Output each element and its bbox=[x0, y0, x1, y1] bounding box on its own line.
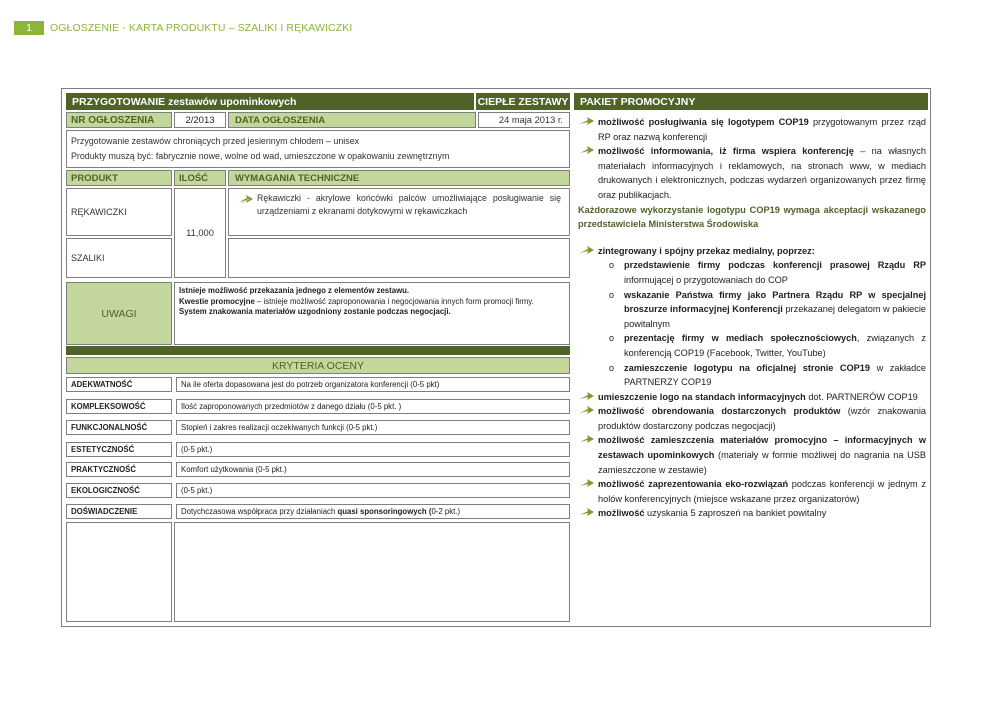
product-scarves: SZALIKI bbox=[66, 238, 172, 278]
criteria-row bbox=[66, 377, 570, 392]
arrow-bullet-icon bbox=[580, 434, 594, 444]
promo-subitem: o wskazanie Państwa firmy jako Partnera Rządu RP w specjalnej broszurze informacyjnej Konferencji przekazanej delegatom w pakiecie powitalnym bbox=[609, 289, 926, 329]
criteria-name: DOŚWIADCZENIE bbox=[66, 504, 172, 519]
promo-item: zintegrowany i spójny przekaz medialny, poprzez: bbox=[576, 244, 926, 259]
circle-bullet-icon: o bbox=[609, 362, 615, 373]
criteria-desc: Na ile oferta dopasowana jest do potrzeb organizatora konferencji (0-5 pkt) bbox=[176, 377, 570, 392]
criteria-name: FUNKCJONALNOŚĆ bbox=[66, 420, 172, 435]
promo-subitem: o przedstawienie firmy podczas konferencji prasowej Rządu RP informującej o przygotowaniach do COP bbox=[609, 260, 926, 285]
criteria-name: EKOLOGICZNOŚĆ bbox=[66, 483, 172, 498]
experience-pre: Dotychczasowa współpraca przy działaniach bbox=[181, 507, 336, 516]
nr-label: NR OGŁOSZENIA bbox=[66, 112, 172, 128]
arrow-bullet-icon bbox=[239, 194, 253, 204]
criteria-name: ESTETYCZNOŚĆ bbox=[66, 442, 172, 457]
date-label: DATA OGŁOSZENIA bbox=[228, 112, 476, 128]
note-3: System znakowania materiałów uzgodniony zostanie podczas negocjacji. bbox=[179, 307, 451, 316]
criteria-desc: Komfort użytkowania (0-5 pkt.) bbox=[176, 462, 570, 477]
col-quantity-header: ILOŚĆ bbox=[174, 170, 226, 186]
page-number: 1 bbox=[14, 21, 44, 35]
empty-cell-left bbox=[66, 522, 172, 622]
logo-approval-note: Każdorazowe wykorzystanie logotypu COP19 wymaga akceptacji wskazanego przedstawiciela Ministerstwa Środowiska bbox=[578, 204, 926, 230]
arrow-bullet-icon bbox=[580, 507, 594, 517]
prep-title-bold: PRZYGOTOWANIE bbox=[72, 95, 166, 108]
notes-label: UWAGI bbox=[66, 282, 172, 345]
requirement-gloves-text: Rękawiczki - akrylowe końcówki palców umożliwiające posługiwanie się urządzeniami z ekranami dotykowymi w rękawiczkach bbox=[257, 193, 561, 216]
criteria-title: KRYTERIA OCENY bbox=[66, 357, 570, 374]
arrow-bullet-icon bbox=[580, 116, 594, 126]
criteria-desc: Ilość zaproponowanych przedmiotów z danego działu (0-5 pkt. ) bbox=[176, 399, 570, 414]
prep-title-rest: zestawów upominkowych bbox=[168, 95, 297, 108]
promo-title-bar: PAKIET PROMOCYJNY bbox=[574, 93, 928, 110]
criteria-desc: (0-5 pkt.) bbox=[176, 483, 570, 498]
criteria-desc bbox=[176, 504, 570, 519]
criteria-row bbox=[66, 462, 570, 477]
criteria-desc: Stopień i zakres realizacji oczekiwanych funkcji (0-5 pkt.) bbox=[176, 420, 570, 435]
promo-item: możliwość obrendowania dostarczonych produktów (wzór znakowania produktów dostarczony podczas negocjacji) bbox=[576, 404, 926, 433]
description-box bbox=[66, 130, 570, 168]
col-product-header: PRODUKT bbox=[66, 170, 172, 186]
requirement-gloves bbox=[228, 188, 570, 236]
experience-post: 0-2 pkt.) bbox=[431, 507, 461, 516]
page-header bbox=[14, 21, 352, 35]
promo-item: możliwość posługiwania się logotypem COP19 przygotowanym przez rząd RP oraz nazwą konferencji bbox=[576, 115, 926, 144]
category-badge: CIEPŁE ZESTAWY bbox=[476, 93, 570, 110]
arrow-bullet-icon bbox=[580, 391, 594, 401]
product-card bbox=[61, 88, 931, 627]
criteria-row bbox=[66, 399, 570, 414]
description-line-1: Przygotowanie zestawów chroniących przed jesiennym chłodem – unisex bbox=[71, 136, 360, 146]
circle-bullet-icon: o bbox=[609, 260, 615, 271]
criteria-name: KOMPLEKSOWOŚĆ bbox=[66, 399, 172, 414]
note-2-bold: Kwestie promocyjne bbox=[179, 296, 255, 306]
promo-subitem: o zamieszczenie logotypu na oficjalnej stronie COP19 w zakładce PARTNERZY COP19 bbox=[609, 362, 926, 388]
criteria-name: PRAKTYCZNOŚĆ bbox=[66, 462, 172, 477]
empty-cell-right bbox=[174, 522, 570, 622]
promo-item: możliwość zamieszczenia materiałów promocyjno – informacyjnych w zestawach upominkowych (materiały w formie możliwej do nagrania na USB zamieszczone w zestawie) bbox=[576, 433, 926, 477]
promo-item: możliwość uzyskania 5 zaproszeń na bankiet powitalny bbox=[576, 506, 926, 521]
prep-title-bar bbox=[66, 93, 474, 110]
col-requirements-header: WYMAGANIA TECHNICZNE bbox=[228, 170, 570, 186]
criteria-row bbox=[66, 483, 570, 498]
document-title: OGŁOSZENIE - KARTA PRODUKTU – SZALIKI I RĘKAWICZKI bbox=[50, 22, 353, 34]
arrow-bullet-icon bbox=[580, 405, 594, 415]
note-1: Istnieje możliwość przekazania jednego z elementów zestawu. bbox=[179, 286, 410, 295]
notes-box bbox=[174, 282, 570, 345]
circle-bullet-icon: o bbox=[609, 289, 615, 300]
requirement-scarves bbox=[228, 238, 570, 278]
arrow-bullet-icon bbox=[580, 478, 594, 488]
quantity-value: 11,000 bbox=[174, 188, 226, 278]
promo-package bbox=[576, 115, 926, 521]
experience-bold: quasi sponsoringowych ( bbox=[337, 507, 432, 516]
circle-bullet-icon: o bbox=[609, 333, 615, 344]
promo-subitem: o prezentację firmy w mediach społecznościowych, związanych z konferencją COP19 (Facebook, Twitter, YouTube) bbox=[609, 333, 926, 358]
arrow-bullet-icon bbox=[580, 245, 594, 255]
criteria-divider bbox=[66, 346, 570, 355]
promo-item: możliwość informowania, iż firma wspiera konferencję – na własnych materiałach informacyjnych i reklamowych, na stronach www, w mediach drukowanych i elektronicznych, podczas wydarzeń organizowanych przez firmę oraz publikacjach. bbox=[576, 144, 926, 202]
description-line-2: Produkty muszą być: fabrycznie nowe, wolne od wad, umieszczone w opakowaniu zewnętrznym bbox=[71, 151, 450, 161]
criteria-row-experience bbox=[66, 504, 570, 519]
criteria-name: ADEKWATNOŚĆ bbox=[66, 377, 172, 392]
promo-item: możliwość zaprezentowania eko-rozwiązań podczas konferencji w jednym z holów konferencyjnych (miejsce wskazane przez organizatorów) bbox=[576, 477, 926, 506]
product-gloves: RĘKAWICZKI bbox=[66, 188, 172, 236]
nr-value: 2/2013 bbox=[174, 112, 226, 128]
date-value: 24 maja 2013 r. bbox=[478, 112, 570, 128]
criteria-row bbox=[66, 420, 570, 435]
note-2-rest: – istnieje możliwość zaproponowania i negocjowania innych form promocji firmy. bbox=[257, 296, 534, 306]
criteria-row bbox=[66, 442, 570, 457]
criteria-desc: (0-5 pkt.) bbox=[176, 442, 570, 457]
arrow-bullet-icon bbox=[580, 145, 594, 155]
promo-item: umieszczenie logo na standach informacyjnych dot. PARTNERÓW COP19 bbox=[576, 390, 926, 405]
